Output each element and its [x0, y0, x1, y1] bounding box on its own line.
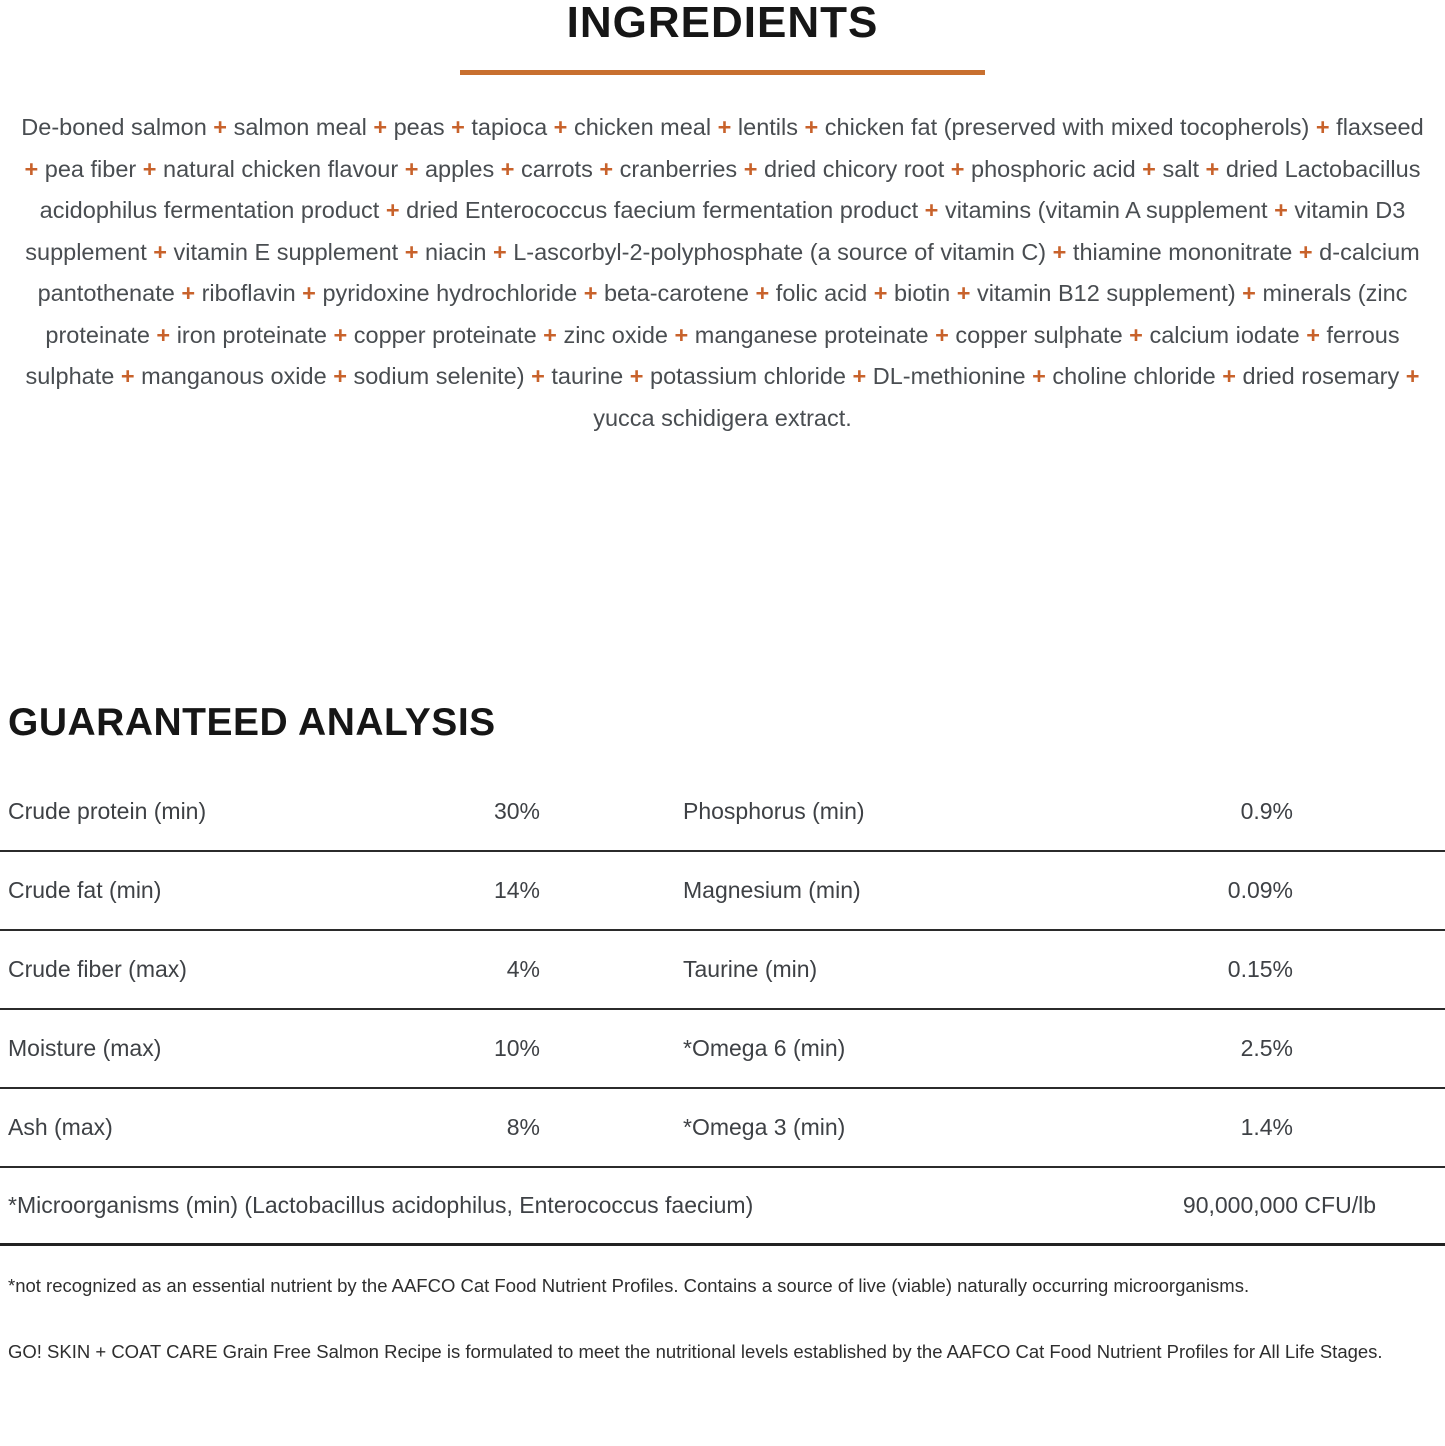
nutrient-value: 8% — [506, 1114, 540, 1140]
ingredient-item: choline chloride — [1052, 363, 1216, 389]
ingredient-item: yucca schidigera extract. — [593, 404, 852, 431]
ingredient-item: chicken meal — [573, 114, 712, 140]
guaranteed-analysis-title: GUARANTEED ANALYSIS — [8, 701, 496, 744]
ingredient-item: zinc oxide — [563, 321, 668, 348]
plus-separator: + — [577, 280, 604, 306]
plus-separator: + — [1235, 280, 1263, 306]
table-row — [0, 773, 1445, 852]
plus-separator: + — [867, 280, 895, 306]
nutrient-label: Crude fiber (max) — [8, 956, 187, 982]
plus-separator: + — [536, 321, 564, 348]
ingredient-item: dried chicory root — [763, 155, 945, 182]
nutrient-value: 10% — [493, 1035, 540, 1061]
ingredient-item: flaxseed — [1336, 114, 1424, 140]
plus-separator: + — [950, 280, 978, 306]
ingredient-item: pyridoxine hydrochloride — [322, 280, 578, 306]
plus-separator: + — [174, 280, 202, 306]
ingredient-item: sodium selenite) — [353, 363, 525, 389]
ingredient-item: chicken fat (preserved with mixed tocopherols) — [824, 114, 1310, 140]
ingredient-item: potassium chloride — [650, 363, 846, 389]
nutrient-value: 0.15% — [1227, 956, 1293, 982]
plus-separator: + — [524, 363, 552, 389]
microorganisms-value: 90,000,000 CFU/lb — [1182, 1192, 1376, 1218]
plus-separator: + — [1292, 238, 1320, 265]
nutrient-value: 30% — [493, 798, 540, 824]
plus-separator: + — [845, 363, 873, 389]
ingredients-title: INGREDIENTS — [566, 0, 879, 47]
ingredient-item: dried Enterococcus faecium fermentation product — [406, 197, 919, 223]
ingredient-item: salt — [1162, 155, 1200, 182]
nutrient-label: *Omega 6 (min) — [683, 1035, 846, 1061]
nutrient-value: 2.5% — [1240, 1035, 1293, 1061]
table-cell-pair — [683, 1035, 1445, 1062]
ingredient-item: cranberries — [619, 155, 738, 182]
ingredient-item: apples — [424, 155, 495, 182]
ingredient-item: peas — [393, 114, 445, 140]
table-cell-pair — [0, 956, 683, 983]
plus-separator: + — [114, 363, 142, 389]
nutrient-label: Moisture (max) — [8, 1035, 162, 1061]
nutrient-label: Crude fat (min) — [8, 877, 162, 903]
ingredient-item: vitamins (vitamin A supplement — [944, 197, 1268, 223]
ingredient-item: iron proteinate — [176, 321, 327, 348]
plus-separator: + — [711, 114, 738, 140]
ingredient-item: niacin — [425, 238, 487, 265]
table-cell-pair — [683, 877, 1445, 904]
ingredient-item: ferrous sulphate — [25, 321, 1400, 389]
footnote-formulation: GO! SKIN + COAT CARE Grain Free Salmon Recipe is formulated to meet the nutritional levels established by the AAFCO Cat Food Nutrient Profiles for All Life Stages. — [8, 1341, 1383, 1362]
plus-separator: + — [547, 114, 574, 140]
table-cell-pair — [683, 1114, 1445, 1141]
plus-separator: + — [1122, 321, 1150, 348]
plus-separator: + — [1135, 155, 1163, 182]
plus-separator: + — [444, 114, 472, 140]
plus-separator: + — [494, 155, 522, 182]
plus-separator: + — [326, 321, 354, 348]
nutrient-label: *Omega 3 (min) — [683, 1114, 846, 1140]
nutrient-label: Crude protein (min) — [8, 798, 207, 824]
plus-separator: + — [398, 155, 425, 182]
ingredient-item: biotin — [894, 280, 951, 306]
table-row — [0, 852, 1445, 931]
plus-separator: + — [24, 155, 45, 182]
nutrient-label: Taurine (min) — [683, 956, 818, 982]
ingredient-item: salmon meal — [233, 114, 367, 140]
ingredient-item: taurine — [551, 363, 624, 389]
ingredient-item: phosphoric acid — [971, 155, 1136, 182]
plus-separator: + — [146, 238, 174, 265]
table-row — [0, 1010, 1445, 1089]
plus-separator: + — [136, 155, 164, 182]
ingredient-item: L-ascorbyl-2-polyphosphate (a source of vitamin C) — [513, 238, 1047, 265]
ingredient-item: vitamin B12 supplement) — [977, 280, 1236, 306]
ingredient-item: folic acid — [775, 280, 868, 306]
ingredient-item: manganese proteinate — [694, 321, 929, 348]
ingredient-item: calcium iodate — [1149, 321, 1300, 348]
footnote-aafco: *not recognized as an essential nutrient by the AAFCO Cat Food Nutrient Profiles. Contains a source of live (viable) naturally occurring microorganisms. — [8, 1275, 1250, 1296]
nutrient-value: 1.4% — [1240, 1114, 1293, 1140]
nutrient-value: 4% — [506, 956, 540, 982]
ingredient-item: dried rosemary — [1242, 363, 1400, 389]
table-row — [0, 931, 1445, 1010]
plus-separator: + — [206, 114, 234, 140]
ingredient-item: thiamine mononitrate — [1072, 238, 1293, 265]
nutrient-value: 14% — [493, 877, 540, 903]
ingredient-item: d-calcium pantothenate — [37, 238, 1420, 306]
plus-separator: + — [379, 197, 407, 223]
table-cell-pair — [0, 1035, 683, 1062]
table-cell-pair — [0, 1114, 683, 1141]
nutrient-value: 0.09% — [1227, 877, 1293, 903]
ingredient-item: natural chicken flavour — [163, 155, 399, 182]
plus-separator: + — [749, 280, 776, 306]
ingredients-paragraph — [3, 107, 1443, 439]
plus-separator: + — [592, 155, 620, 182]
ingredient-item: copper sulphate — [955, 321, 1123, 348]
plus-separator: + — [1309, 114, 1337, 140]
plus-separator: + — [918, 197, 945, 223]
table-cell-pair — [0, 798, 683, 825]
guaranteed-analysis-table — [0, 773, 1445, 1246]
nutrient-label: Magnesium (min) — [683, 877, 861, 903]
microorganisms-row — [0, 1168, 1445, 1246]
table-cell-pair — [683, 956, 1445, 983]
ingredient-item: tapioca — [471, 114, 548, 140]
plus-separator: + — [295, 280, 323, 306]
ingredient-item: minerals (zinc proteinate — [45, 280, 1408, 348]
ingredient-item: copper proteinate — [353, 321, 537, 348]
plus-separator: + — [1267, 197, 1295, 223]
plus-separator: + — [326, 363, 354, 389]
table-cell-pair — [0, 877, 683, 904]
plus-separator: + — [944, 155, 972, 182]
nutrient-label: Phosphorus (min) — [683, 798, 865, 824]
plus-separator: + — [667, 321, 695, 348]
table-row — [0, 1089, 1445, 1168]
plus-separator: + — [486, 238, 514, 265]
plus-separator: + — [398, 238, 426, 265]
ingredient-item: riboflavin — [201, 280, 296, 306]
table-cell-pair — [683, 798, 1445, 825]
plus-separator: + — [1299, 321, 1327, 348]
plus-separator: + — [798, 114, 825, 140]
ingredient-item: DL-methionine — [872, 363, 1026, 389]
plus-separator: + — [1025, 363, 1053, 389]
nutrient-label: Ash (max) — [8, 1114, 113, 1140]
ingredient-item: vitamin E supplement — [173, 238, 399, 265]
ingredient-item: pea fiber — [44, 155, 137, 182]
ingredient-item: carrots — [521, 155, 593, 182]
plus-separator: + — [623, 363, 651, 389]
plus-separator: + — [366, 114, 394, 140]
plus-separator: + — [1215, 363, 1243, 389]
plus-separator: + — [737, 155, 764, 182]
ingredient-item: De-boned salmon — [21, 114, 207, 140]
plus-separator: + — [1199, 155, 1226, 182]
ingredient-item: dried Lactobacillus acidophilus fermentation product — [39, 155, 1421, 223]
plus-separator: + — [149, 321, 177, 348]
ingredient-item: manganous oxide — [141, 363, 327, 389]
ingredient-item: beta-carotene — [603, 280, 749, 306]
ingredient-item: lentils — [737, 114, 798, 140]
microorganisms-label: *Microorganisms (min) (Lactobacillus acidophilus, Enterococcus faecium) — [8, 1192, 754, 1218]
plus-separator: + — [1046, 238, 1073, 265]
title-underline — [460, 70, 985, 75]
nutrient-value: 0.9% — [1240, 798, 1293, 824]
plus-separator: + — [1399, 363, 1420, 389]
ingredient-item: vitamin D3 supplement — [25, 197, 1406, 265]
plus-separator: + — [928, 321, 956, 348]
